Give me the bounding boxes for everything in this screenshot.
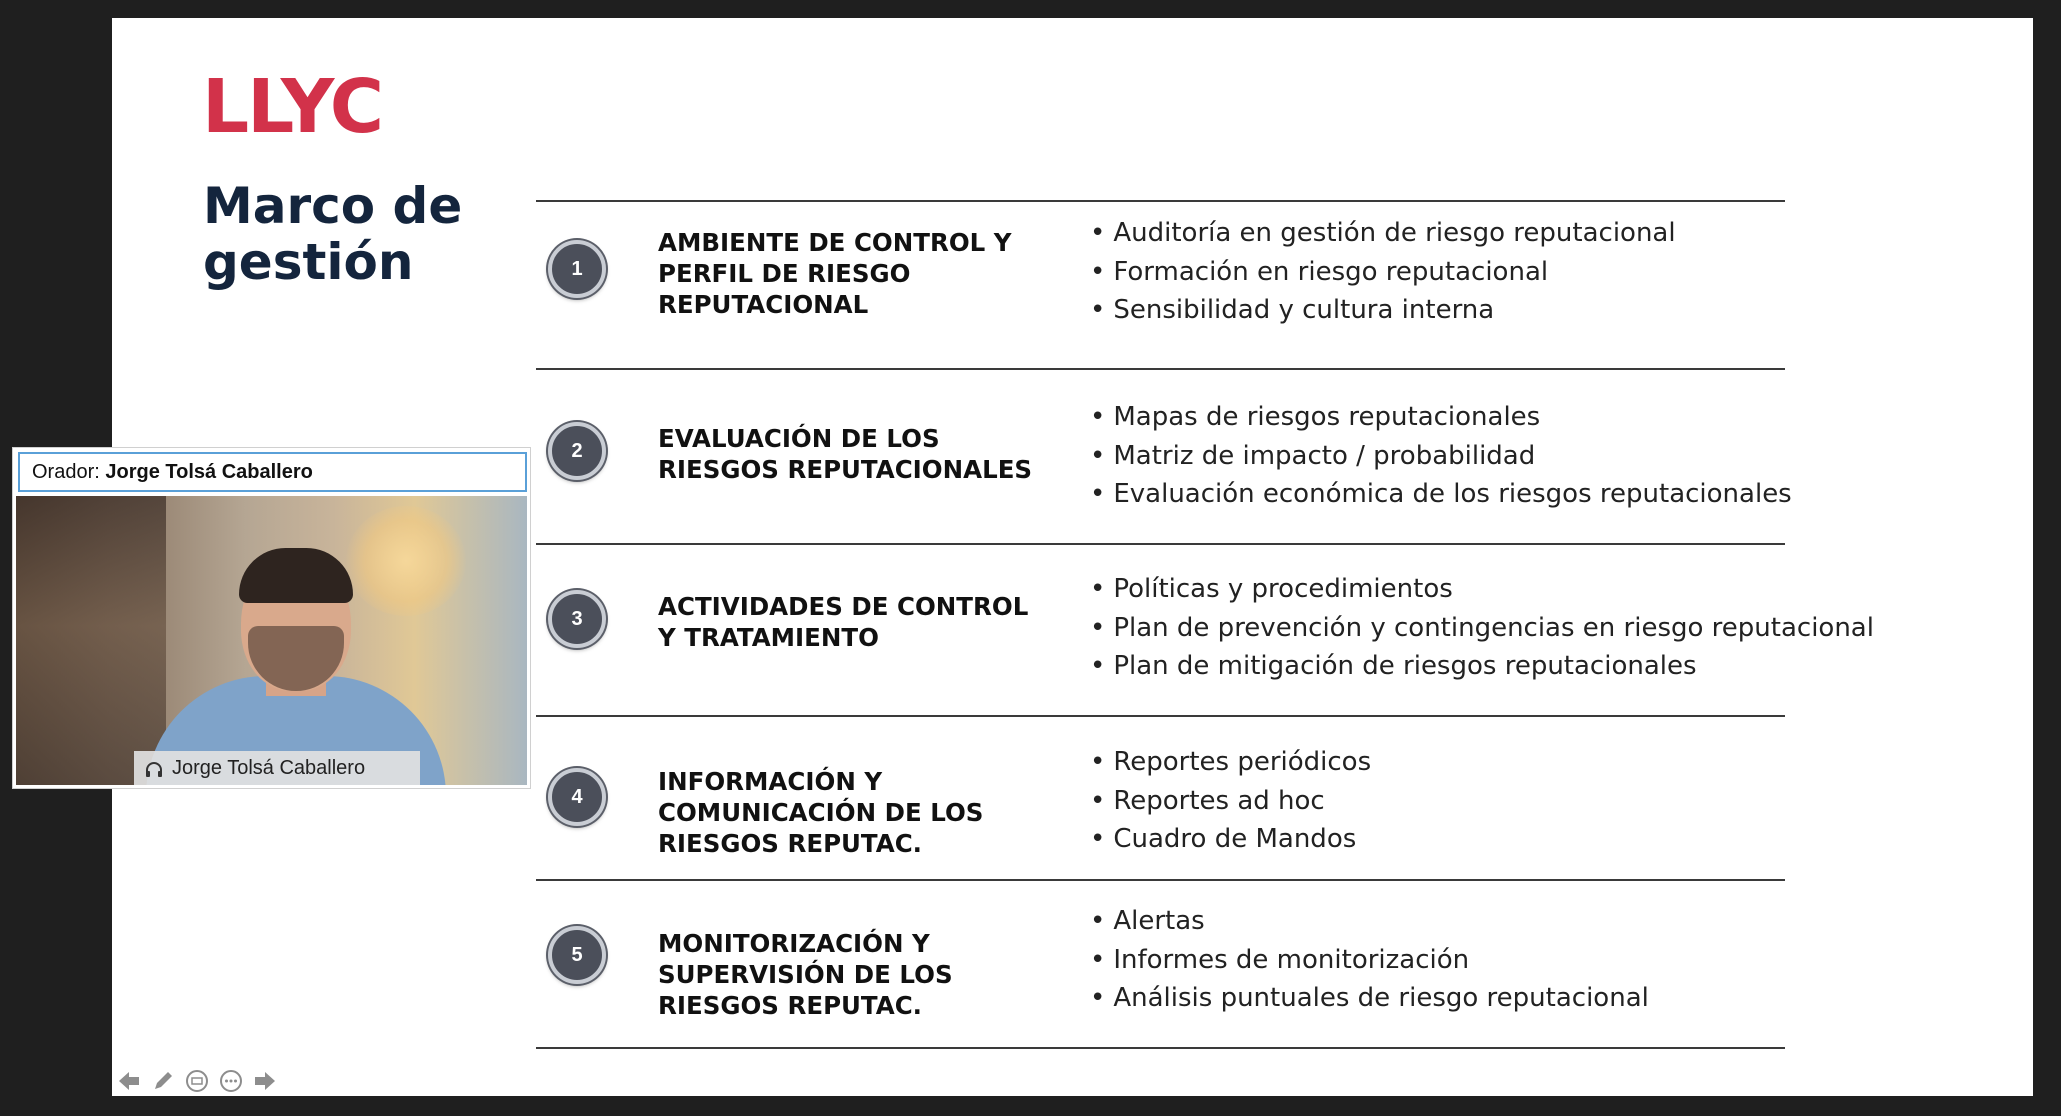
arrow-right-icon[interactable] xyxy=(252,1068,278,1094)
bullet-item: • Plan de prevención y contingencias en riesgo reputacional xyxy=(1090,609,1874,648)
speaker-video-panel[interactable] xyxy=(12,447,531,789)
row-heading: AMBIENTE DE CONTROL Y PERFIL DE RIESGO REPUTACIONAL xyxy=(658,228,1012,319)
bullet-item: • Reportes ad hoc xyxy=(1090,782,1371,821)
background-lamp xyxy=(346,506,466,616)
bullet-item: • Evaluación económica de los riesgos reputacionales xyxy=(1090,475,1792,514)
bullet-item: • Alertas xyxy=(1090,902,1649,941)
subtitles-icon[interactable] xyxy=(184,1068,210,1094)
divider xyxy=(536,200,1785,202)
divider xyxy=(536,715,1785,717)
bullet-item: • Reportes periódicos xyxy=(1090,743,1371,782)
row-heading: ACTIVIDADES DE CONTROL Y TRATAMIENTO xyxy=(658,592,1029,652)
speaker-hair xyxy=(239,548,353,603)
more-icon[interactable] xyxy=(218,1068,244,1094)
background-shelf xyxy=(16,496,166,785)
slide-title: Marco de gestión xyxy=(203,177,463,291)
bullet-list xyxy=(1090,398,1792,514)
step-number-badge: 3 xyxy=(548,590,606,648)
bullet-item: • Informes de monitorización xyxy=(1090,941,1649,980)
headset-icon xyxy=(144,758,164,785)
speaker-name: Jorge Tolsá Caballero xyxy=(105,461,313,483)
bullet-item: • Cuadro de Mandos xyxy=(1090,820,1371,859)
bullet-item: • Auditoría en gestión de riesgo reputacional xyxy=(1090,214,1676,253)
arrow-left-icon[interactable] xyxy=(116,1068,142,1094)
divider xyxy=(536,543,1785,545)
bullet-item: • Matriz de impacto / probabilidad xyxy=(1090,437,1792,476)
video-name-tag: Jorge Tolsá Caballero xyxy=(134,751,420,785)
row-heading: MONITORIZACIÓN Y SUPERVISIÓN DE LOS RIESGOS REPUTAC. xyxy=(658,929,953,1020)
bullet-item: • Análisis puntuales de riesgo reputacional xyxy=(1090,979,1649,1018)
bullet-list xyxy=(1090,570,1874,686)
bullet-item: • Formación en riesgo reputacional xyxy=(1090,253,1676,292)
bullet-item: • Mapas de riesgos reputacionales xyxy=(1090,398,1792,437)
row-heading: EVALUACIÓN DE LOS RIESGOS REPUTACIONALES xyxy=(658,424,1033,484)
step-number-badge: 1 xyxy=(548,240,606,298)
divider xyxy=(536,1047,1785,1049)
speaker-video xyxy=(16,496,527,785)
step-number-badge: 2 xyxy=(548,422,606,480)
pen-icon[interactable] xyxy=(150,1068,176,1094)
divider xyxy=(536,879,1785,881)
bullet-item: • Políticas y procedimientos xyxy=(1090,570,1874,609)
bullet-list xyxy=(1090,743,1371,859)
step-number-badge: 4 xyxy=(548,768,606,826)
bullet-list xyxy=(1090,902,1649,1018)
bullet-item: • Plan de mitigación de riesgos reputacionales xyxy=(1090,647,1874,686)
presentation-controls xyxy=(116,1068,278,1094)
bullet-item: • Sensibilidad y cultura interna xyxy=(1090,291,1676,330)
bullet-list xyxy=(1090,214,1676,330)
logo: LLYC xyxy=(202,64,383,150)
speaker-label: Orador: Jorge Tolsá Caballero xyxy=(18,452,527,492)
divider xyxy=(536,368,1785,370)
step-number-badge: 5 xyxy=(548,926,606,984)
row-heading: INFORMACIÓN Y COMUNICACIÓN DE LOS RIESGOS REPUTAC. xyxy=(658,767,984,858)
